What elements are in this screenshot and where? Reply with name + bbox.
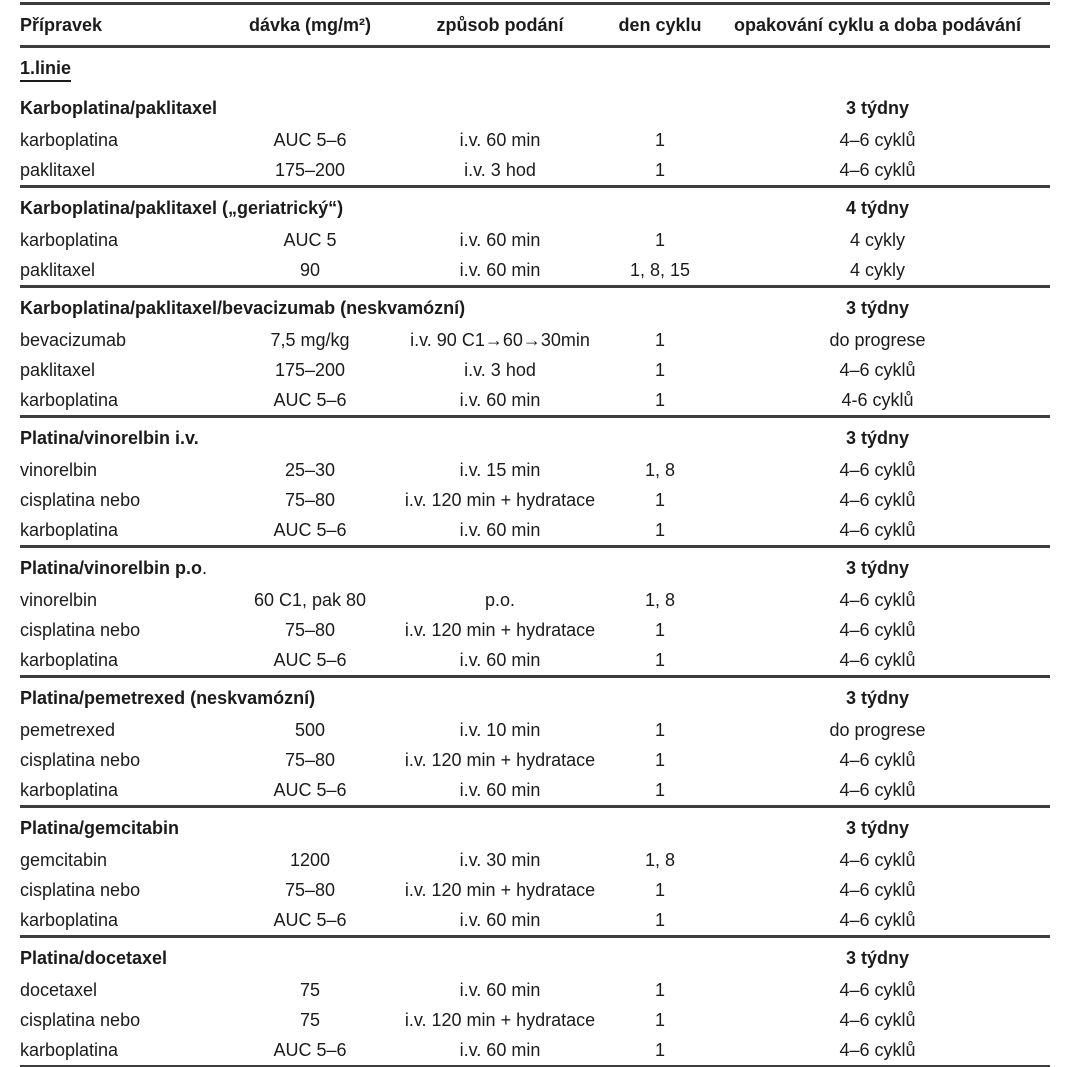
day-cell: 1	[654, 979, 665, 1000]
cycles-cell: 4–6 cyklů	[839, 359, 916, 380]
day-cell: 1	[654, 329, 665, 350]
drug-row	[20, 845, 1050, 875]
cycles-cell: 4–6 cyklů	[839, 159, 916, 180]
day-cell: 1	[654, 489, 665, 510]
drug-row	[20, 875, 1050, 905]
drug-row	[20, 745, 1050, 775]
dose-cell: AUC 5–6	[273, 129, 347, 150]
day-cell: 1	[654, 719, 665, 740]
dose-cell: 75	[299, 979, 321, 1000]
regimen-title-text: Platina/docetaxel	[20, 947, 168, 968]
dose-cell: AUC 5–6	[273, 649, 347, 670]
dose-cell: 60 C1, pak 80	[253, 589, 367, 610]
regimen-title-row	[20, 937, 1050, 976]
table-header	[20, 4, 1050, 47]
regimen-section	[20, 547, 1050, 677]
day-cell: 1	[654, 779, 665, 800]
drug-row	[20, 325, 1050, 355]
drug-row	[20, 615, 1050, 645]
regimen-title	[20, 88, 705, 125]
regimen-title-text: Platina/pemetrexed (neskvamózní)	[20, 687, 316, 708]
route-cell: i.v. 60 min	[459, 259, 541, 280]
drug-row	[20, 715, 1050, 745]
cycles-cell: 4–6 cyklů	[839, 749, 916, 770]
drug-row	[20, 775, 1050, 807]
cycles-cell: 4–6 cyklů	[839, 619, 916, 640]
route-cell: i.v. 10 min	[459, 719, 541, 740]
day-cell: 1	[654, 129, 665, 150]
line-1-label: 1.linie	[20, 58, 71, 82]
regimen-title	[20, 547, 705, 586]
drug-row	[20, 515, 1050, 547]
cycles-cell: 4–6 cyklů	[839, 649, 916, 670]
cycle-repeat-cell: 3 týdny	[845, 817, 910, 838]
regimen-section	[20, 88, 1050, 187]
dose-cell: 1200	[289, 849, 331, 870]
regimen-title-row	[20, 417, 1050, 456]
regimen-title-text: Karboplatina/paklitaxel/bevacizumab (neskvamózní)	[20, 297, 466, 318]
drug-cell: karboplatina	[20, 229, 119, 250]
regimen-section	[20, 677, 1050, 807]
group-label-cell	[20, 47, 1050, 89]
cycle-repeat-cell: 4 týdny	[845, 197, 910, 218]
route-cell: p.o.	[484, 589, 516, 610]
drug-row	[20, 155, 1050, 187]
drug-cell: cisplatina nebo	[20, 749, 141, 770]
cycles-cell: 4–6 cyklů	[839, 589, 916, 610]
regimen-title-text: Karboplatina/paklitaxel	[20, 97, 218, 118]
regimen-title	[20, 677, 705, 716]
drug-row	[20, 1005, 1050, 1035]
chemo-regimen-table	[20, 2, 1050, 1067]
cycles-cell: 4 cykly	[849, 229, 905, 250]
drug-row	[20, 645, 1050, 677]
regimen-title-text: Karboplatina/paklitaxel („geriatrický“)	[20, 197, 344, 218]
col-header-route: způsob podání	[436, 15, 564, 35]
drug-row	[20, 125, 1050, 155]
line-group-header	[20, 47, 1050, 89]
drug-cell: docetaxel	[20, 979, 98, 1000]
drug-row	[20, 225, 1050, 255]
route-cell: i.v. 60 min	[459, 389, 541, 410]
drug-cell: cisplatina nebo	[20, 489, 141, 510]
drug-cell: paklitaxel	[20, 259, 96, 280]
regimen-title	[20, 417, 705, 456]
day-cell: 1, 8	[644, 849, 676, 870]
route-cell: i.v. 60 min	[459, 229, 541, 250]
col-header-drug: Přípravek	[20, 15, 103, 35]
dose-cell: 500	[294, 719, 326, 740]
day-cell: 1	[654, 619, 665, 640]
dose-cell: 175–200	[274, 359, 346, 380]
cycles-cell: 4–6 cyklů	[839, 849, 916, 870]
route-cell: i.v. 120 min + hydratace	[404, 619, 596, 640]
drug-row	[20, 905, 1050, 937]
drug-cell: pemetrexed	[20, 719, 116, 740]
cycle-repeat-cell: 3 týdny	[845, 687, 910, 708]
route-cell: i.v. 15 min	[459, 459, 541, 480]
drug-cell: paklitaxel	[20, 359, 96, 380]
route-cell: i.v. 60 min	[459, 779, 541, 800]
dose-cell: 7,5 mg/kg	[270, 329, 350, 350]
route-cell: i.v. 120 min + hydratace	[404, 489, 596, 510]
day-cell: 1	[654, 1039, 665, 1060]
route-cell: i.v. 120 min + hydratace	[404, 879, 596, 900]
regimen-section	[20, 187, 1050, 287]
cycles-cell: 4–6 cyklů	[839, 779, 916, 800]
route-cell: i.v. 3 hod	[464, 159, 536, 180]
regimen-title	[20, 287, 705, 326]
route-cell: i.v. 30 min	[459, 849, 541, 870]
regimen-title-text: Platina/vinorelbin i.v.	[20, 427, 199, 448]
cycles-cell: 4–6 cyklů	[839, 1039, 916, 1060]
drug-row	[20, 385, 1050, 417]
drug-cell: karboplatina	[20, 649, 119, 670]
drug-cell: cisplatina nebo	[20, 879, 141, 900]
regimen-title-row	[20, 287, 1050, 326]
dose-cell: AUC 5–6	[273, 389, 347, 410]
day-cell: 1	[654, 229, 665, 250]
cycles-cell: do progrese	[829, 719, 926, 740]
route-cell: i.v. 90 C1→60→30min	[410, 329, 590, 350]
day-cell: 1	[654, 1009, 665, 1030]
cycles-cell: 4–6 cyklů	[839, 459, 916, 480]
regimen-title-row	[20, 807, 1050, 846]
route-cell: i.v. 120 min + hydratace	[404, 749, 596, 770]
regimen-section	[20, 807, 1050, 937]
route-cell: i.v. 60 min	[459, 649, 541, 670]
drug-row	[20, 255, 1050, 287]
header-row	[20, 4, 1050, 47]
drug-cell: karboplatina	[20, 389, 119, 410]
dose-cell: 75–80	[284, 489, 336, 510]
cycle-repeat-cell: 3 týdny	[845, 427, 910, 448]
cycles-cell: 4–6 cyklů	[839, 979, 916, 1000]
regimen-title	[20, 187, 705, 226]
day-cell: 1	[654, 359, 665, 380]
drug-cell: bevacizumab	[20, 329, 127, 350]
regimen-title-row	[20, 187, 1050, 226]
cycle-repeat-cell: 3 týdny	[845, 297, 910, 318]
drug-row	[20, 455, 1050, 485]
drug-row	[20, 585, 1050, 615]
col-header-repeat: opakování cyklu a doba podávání	[733, 15, 1022, 35]
cycles-cell: 4–6 cyklů	[839, 519, 916, 540]
drug-cell: karboplatina	[20, 909, 119, 930]
regimen-title-row	[20, 677, 1050, 716]
route-cell: i.v. 60 min	[459, 1039, 541, 1060]
cycles-cell: 4–6 cyklů	[839, 909, 916, 930]
day-cell: 1, 8, 15	[629, 259, 691, 280]
day-cell: 1	[654, 159, 665, 180]
drug-cell: karboplatina	[20, 129, 119, 150]
day-cell: 1	[654, 909, 665, 930]
regimen-section	[20, 287, 1050, 417]
cycles-cell: 4-6 cyklů	[841, 389, 914, 410]
day-cell: 1	[654, 389, 665, 410]
dose-cell: AUC 5–6	[273, 519, 347, 540]
route-cell: i.v. 60 min	[459, 909, 541, 930]
day-cell: 1	[654, 749, 665, 770]
route-cell: i.v. 60 min	[459, 519, 541, 540]
regimen-title-row	[20, 88, 1050, 125]
dose-cell: 90	[299, 259, 321, 280]
cycles-cell: 4–6 cyklů	[839, 129, 916, 150]
regimen-title-suffix: .	[202, 557, 208, 578]
group-label-row	[20, 47, 1050, 89]
dose-cell: 175–200	[274, 159, 346, 180]
cycles-cell: do progrese	[829, 329, 926, 350]
cycles-cell: 4–6 cyklů	[839, 1009, 916, 1030]
regimen-title	[20, 807, 705, 846]
day-cell: 1	[654, 879, 665, 900]
col-header-day: den cyklu	[618, 15, 702, 35]
route-cell: i.v. 3 hod	[464, 359, 536, 380]
drug-cell: paklitaxel	[20, 159, 96, 180]
dose-cell: 75	[299, 1009, 321, 1030]
drug-row	[20, 485, 1050, 515]
day-cell: 1	[654, 649, 665, 670]
dose-cell: 25–30	[284, 459, 336, 480]
drug-cell: gemcitabin	[20, 849, 108, 870]
drug-cell: vinorelbin	[20, 459, 98, 480]
dose-cell: AUC 5–6	[273, 909, 347, 930]
drug-cell: karboplatina	[20, 519, 119, 540]
route-cell: i.v. 60 min	[459, 979, 541, 1000]
dose-cell: AUC 5–6	[273, 1039, 347, 1060]
regimen-title	[20, 937, 705, 976]
cycle-repeat-cell: 3 týdny	[845, 947, 910, 968]
regimen-section	[20, 417, 1050, 547]
day-cell: 1, 8	[644, 459, 676, 480]
col-header-dose: dávka (mg/m²)	[248, 15, 372, 35]
drug-row	[20, 355, 1050, 385]
regimen-title-text: Platina/gemcitabin	[20, 817, 180, 838]
regimen-section	[20, 937, 1050, 1067]
dose-cell: 75–80	[284, 619, 336, 640]
drug-row	[20, 1035, 1050, 1066]
route-cell: i.v. 120 min + hydratace	[404, 1009, 596, 1030]
drug-cell: vinorelbin	[20, 589, 98, 610]
dose-cell: AUC 5	[283, 229, 337, 250]
cycle-repeat-cell: 3 týdny	[845, 557, 910, 578]
cycles-cell: 4 cykly	[849, 259, 905, 280]
regimen-title-row	[20, 547, 1050, 586]
regimen-title-text: Platina/vinorelbin p.o	[20, 557, 203, 578]
dose-cell: AUC 5–6	[273, 779, 347, 800]
dose-cell: 75–80	[284, 749, 336, 770]
day-cell: 1, 8	[644, 589, 676, 610]
drug-cell: karboplatina	[20, 1039, 119, 1060]
drug-cell: karboplatina	[20, 779, 119, 800]
cycles-cell: 4–6 cyklů	[839, 489, 916, 510]
drug-row	[20, 975, 1050, 1005]
route-cell: i.v. 60 min	[459, 129, 541, 150]
cycle-repeat-cell: 3 týdny	[845, 97, 910, 118]
cycles-cell: 4–6 cyklů	[839, 879, 916, 900]
day-cell: 1	[654, 519, 665, 540]
drug-cell: cisplatina nebo	[20, 1009, 141, 1030]
drug-cell: cisplatina nebo	[20, 619, 141, 640]
dose-cell: 75–80	[284, 879, 336, 900]
